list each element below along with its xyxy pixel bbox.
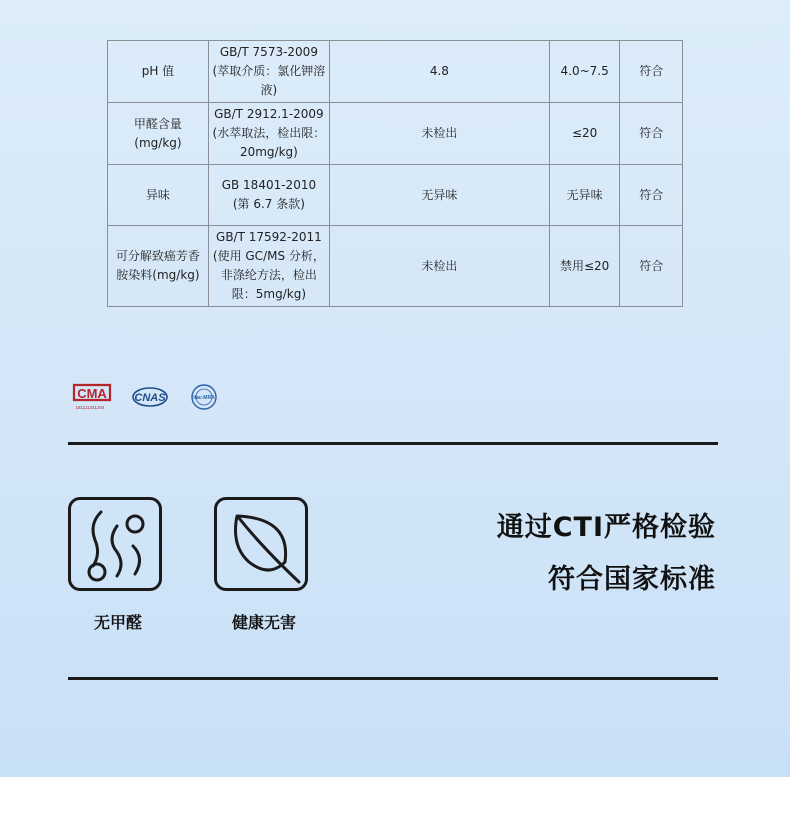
- judgement-cell: 符合: [620, 226, 683, 307]
- limit-cell: 4.0~7.5: [549, 41, 620, 103]
- formaldehyde-free-icon: [68, 497, 162, 591]
- top-divider: [68, 442, 718, 445]
- method-cell: GB/T 17592-2011 (使用 GC/MS 分析， 非涤纶方法，检出 限：5mg/kg): [208, 226, 329, 307]
- method-cell: GB 18401-2010 (第 6.7 条款): [208, 165, 329, 226]
- item-cell: 可分解致癌芳香 胺染料(mg/kg): [108, 226, 209, 307]
- limit-cell: ≤20: [549, 103, 620, 165]
- limit-cell: 无异味: [549, 165, 620, 226]
- ilac-mra-logo: [188, 382, 220, 412]
- method-cell: GB/T 7573-2009 (萃取介质：氯化钾溶 液): [208, 41, 329, 103]
- table-row: [108, 41, 683, 103]
- feature-label-no-formaldehyde: 无甲醛: [93, 613, 142, 632]
- leaf-icon: [214, 497, 308, 591]
- table-row: [108, 103, 683, 165]
- cma-number: 181111341204: [75, 405, 105, 410]
- result-cell: 未检出: [329, 226, 549, 307]
- judgement-cell: 符合: [620, 103, 683, 165]
- limit-cell: 禁用≤20: [549, 226, 620, 307]
- result-cell: 无异味: [329, 165, 549, 226]
- bottom-divider: [68, 677, 718, 680]
- table-row: [108, 226, 683, 307]
- result-cell: 未检出: [329, 103, 549, 165]
- headline-line-2: 符合国家标准: [548, 564, 716, 595]
- cnas-text: CNAS: [134, 392, 166, 404]
- judgement-cell: 符合: [620, 165, 683, 226]
- judgement-cell: 符合: [620, 41, 683, 103]
- cma-text: CMA: [77, 386, 107, 401]
- headline-line-1: 通过CTI严格检验: [496, 512, 716, 543]
- cma-logo: [70, 382, 114, 412]
- test-results-table: [107, 40, 683, 307]
- item-cell: pH 值: [108, 41, 209, 103]
- item-cell: 异味: [108, 165, 209, 226]
- item-cell: 甲醛含量 (mg/kg): [108, 103, 209, 165]
- result-cell: 4.8: [329, 41, 549, 103]
- method-cell: GB/T 2912.1-2009 (水萃取法，检出限： 20mg/kg): [208, 103, 329, 165]
- table-row: [108, 165, 683, 226]
- feature-label-healthy: 健康无害: [231, 613, 296, 632]
- cnas-logo: [130, 384, 170, 410]
- ilac-text: ilac-MRA: [193, 395, 215, 401]
